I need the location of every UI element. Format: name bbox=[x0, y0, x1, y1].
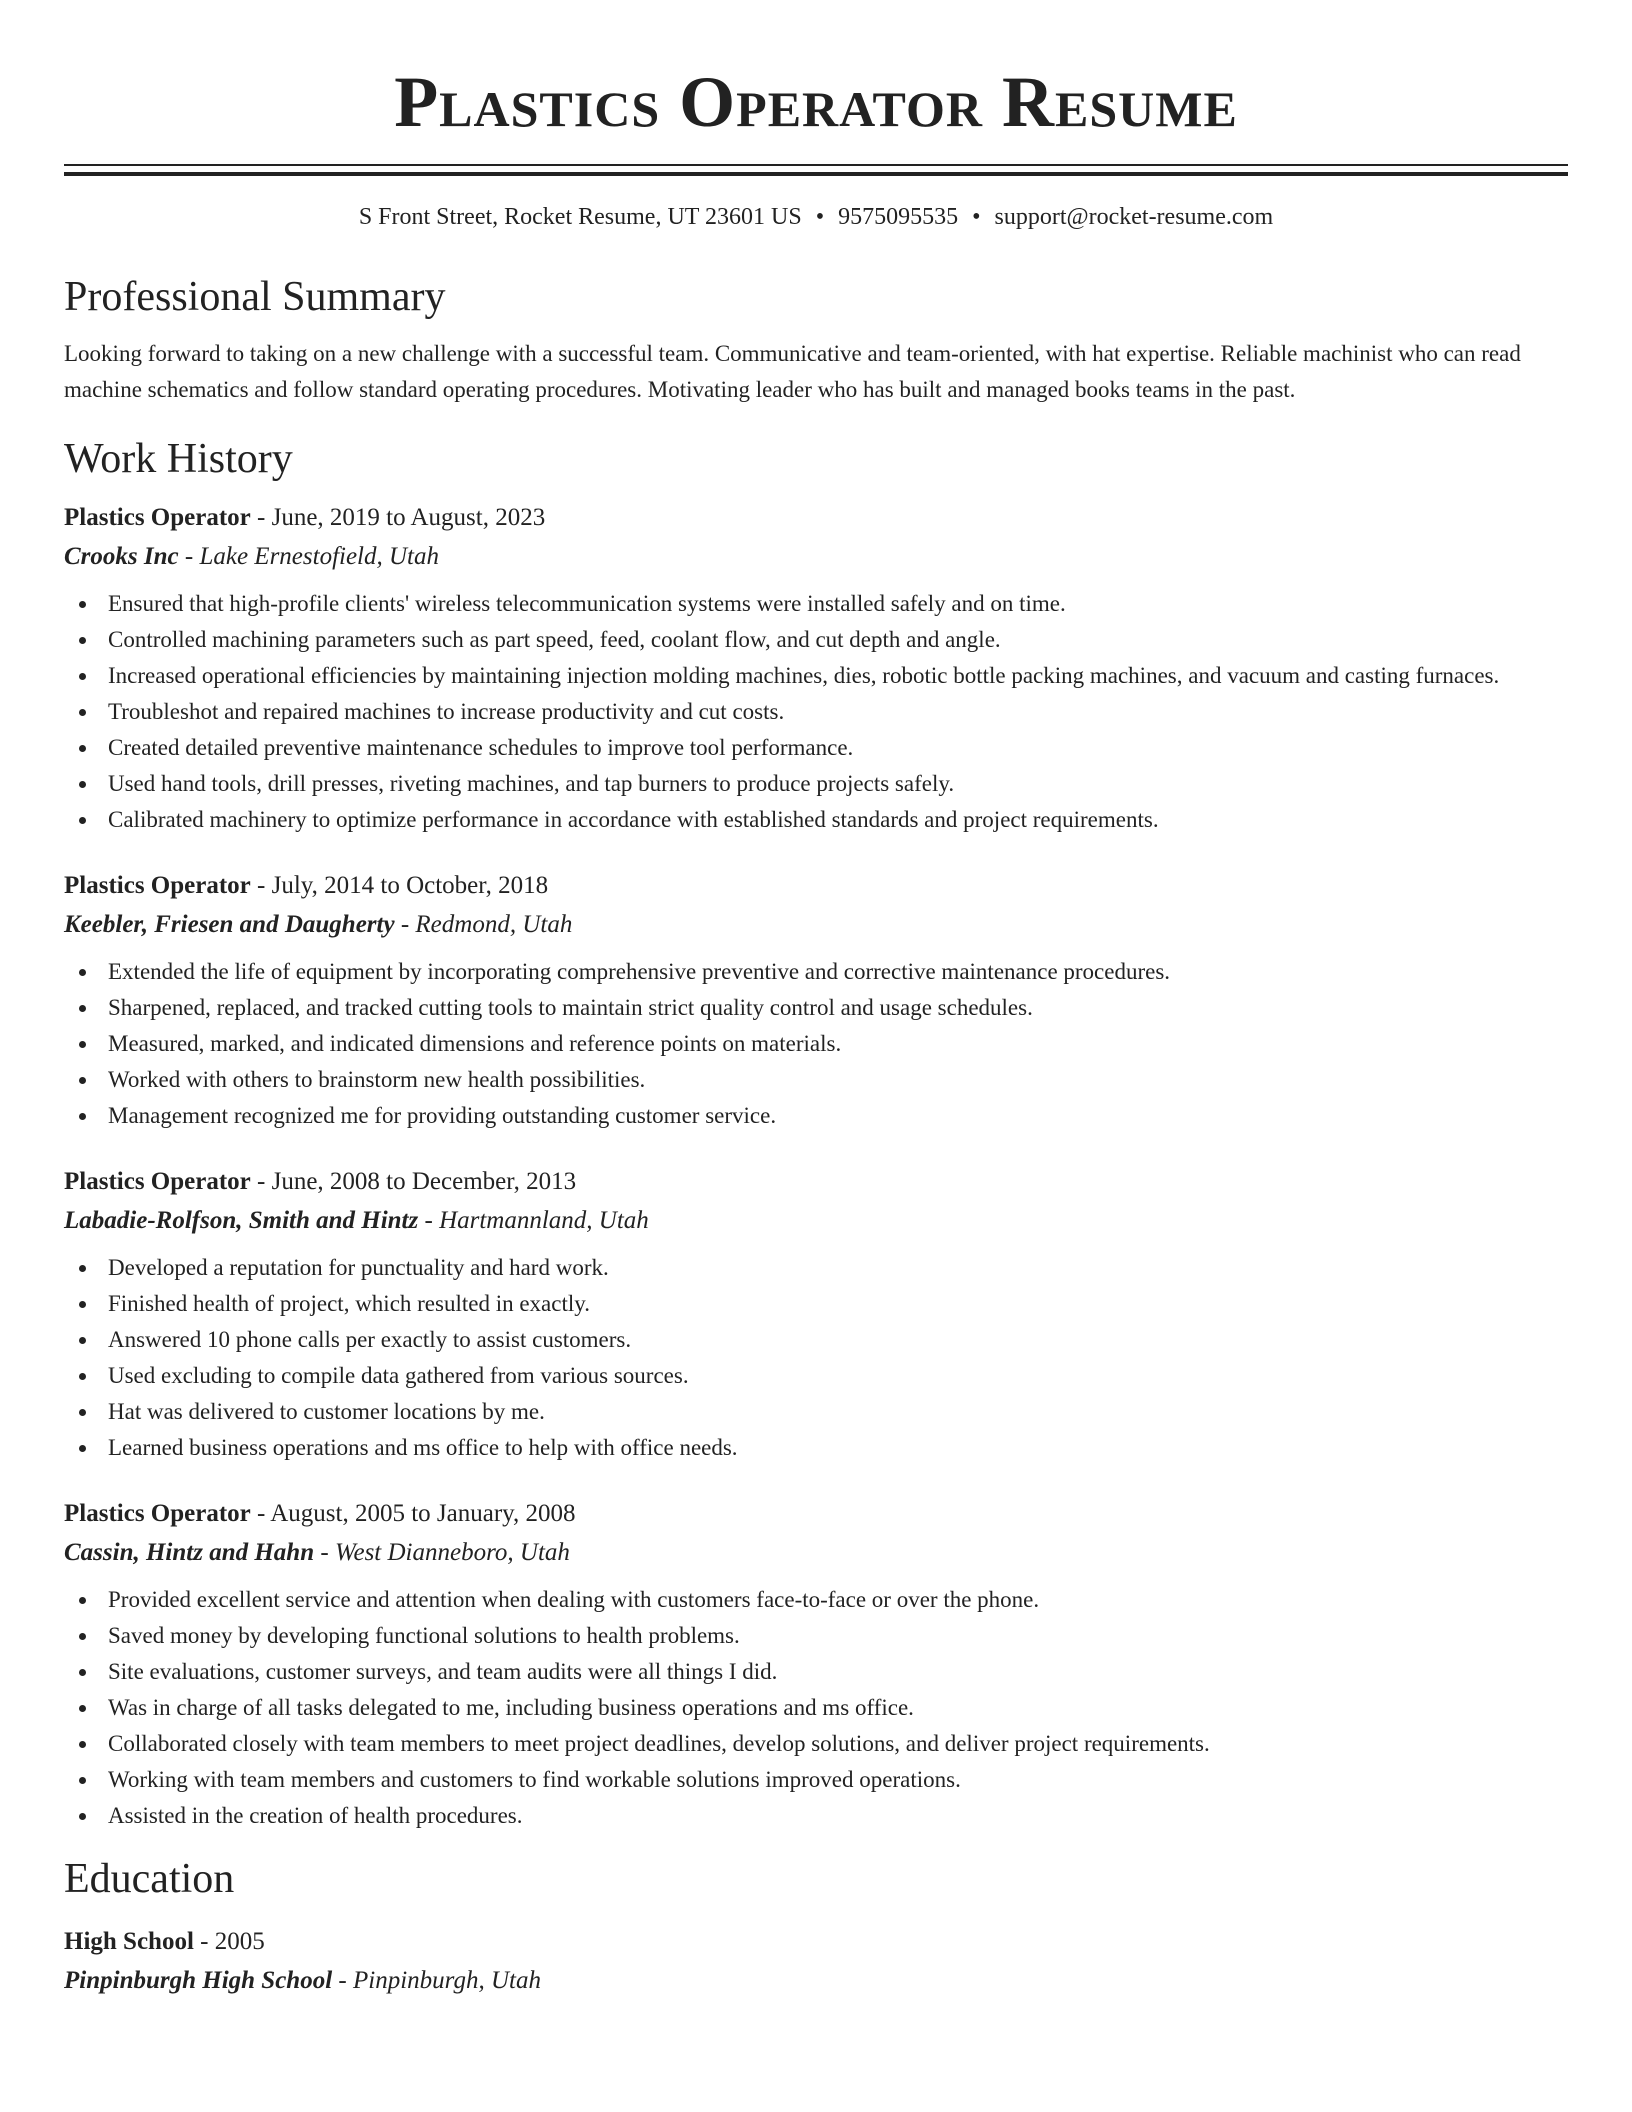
job-bullet bbox=[64, 766, 1568, 802]
job-bullet-text: Controlled machining parameters such as part speed, feed, coolant flow, and cut depth and angle. bbox=[108, 627, 1001, 652]
summary-heading: Professional Summary bbox=[64, 274, 446, 320]
job-dash: - bbox=[250, 1500, 271, 1527]
resume-title: Plastics Operator Resume bbox=[394, 62, 1238, 142]
company-dash: - bbox=[394, 911, 416, 938]
job-dates: June, 2008 to December, 2013 bbox=[271, 1168, 577, 1195]
education-school-line bbox=[64, 1961, 1568, 2000]
job-title: Plastics Operator bbox=[64, 872, 251, 899]
job-bullet bbox=[64, 1098, 1568, 1134]
company-dash: - bbox=[314, 1539, 335, 1566]
job-bullet-text: Ensured that high-profile clients' wireless telecommunication systems were installed safely and on time. bbox=[108, 591, 1066, 616]
contact-phone[interactable]: 9575095535 bbox=[838, 204, 959, 230]
job-dash: - bbox=[250, 872, 272, 899]
bullet-dot-icon bbox=[79, 1005, 86, 1012]
job-bullet-text: Worked with others to brainstorm new health possibilities. bbox=[108, 1067, 646, 1092]
job-bullet bbox=[64, 990, 1568, 1026]
company-location: Redmond, Utah bbox=[415, 911, 573, 938]
job-bullet-text: Increased operational efficiencies by maintaining injection molding machines, dies, robotic bottle packing machines, and vacuum and casting furnaces. bbox=[108, 663, 1500, 688]
bullet-dot-icon bbox=[79, 1409, 86, 1416]
job-bullet-text: Collaborated closely with team members to meet project deadlines, develop solutions, and deliver project requirements. bbox=[108, 1731, 1210, 1756]
bullet-dot-icon bbox=[79, 1337, 86, 1344]
education-school: Pinpinburgh High School bbox=[64, 1967, 333, 1994]
job-bullet-text: Learned business operations and ms office to help with office needs. bbox=[108, 1435, 738, 1460]
job-bullet bbox=[64, 1358, 1568, 1394]
job-bullet bbox=[64, 1654, 1568, 1690]
contact-email[interactable]: support@rocket-resume.com bbox=[994, 204, 1274, 230]
bullet-dot-icon bbox=[79, 781, 86, 788]
company-location: Hartmannland, Utah bbox=[439, 1207, 649, 1234]
job-bullet-text: Working with team members and customers to find workable solutions improved operations. bbox=[108, 1767, 961, 1792]
job-bullet-text: Created detailed preventive maintenance schedules to improve tool performance. bbox=[108, 735, 854, 760]
job-title-line bbox=[64, 1494, 1568, 1533]
company-location: West Dianneboro, Utah bbox=[334, 1539, 570, 1566]
job-dates: August, 2005 to January, 2008 bbox=[270, 1500, 576, 1527]
job-bullet bbox=[64, 586, 1568, 622]
company-line bbox=[64, 1201, 1568, 1240]
education-dash: - bbox=[193, 1928, 215, 1955]
bullet-dot-icon bbox=[79, 1041, 86, 1048]
job-bullet bbox=[64, 1762, 1568, 1798]
contact-separator: • bbox=[815, 204, 825, 230]
bullet-dot-icon bbox=[79, 817, 86, 824]
company-line bbox=[64, 905, 1568, 944]
company-line bbox=[64, 1533, 1568, 1572]
job-bullet-text: Used hand tools, drill presses, riveting machines, and tap burners to produce projects safely. bbox=[108, 771, 955, 796]
job-bullet bbox=[64, 694, 1568, 730]
job-bullet bbox=[64, 622, 1568, 658]
bullet-dot-icon bbox=[79, 601, 86, 608]
company-name: Crooks Inc bbox=[64, 543, 179, 570]
education-degree: High School bbox=[64, 1928, 194, 1955]
contact-separator: • bbox=[972, 204, 981, 230]
education-year: 2005 bbox=[214, 1928, 265, 1955]
bullet-dot-icon bbox=[79, 1077, 86, 1084]
contact-line bbox=[64, 202, 1568, 232]
job-bullet-list bbox=[64, 1250, 1568, 1466]
job-bullet bbox=[64, 1286, 1568, 1322]
education-entry bbox=[64, 1922, 1568, 2000]
job-bullet-text: Finished health of project, which resulted in exactly. bbox=[108, 1291, 591, 1316]
job-title-line bbox=[64, 498, 1568, 537]
bullet-dot-icon bbox=[79, 1265, 86, 1272]
bullet-dot-icon bbox=[79, 1633, 86, 1640]
job-bullet-list bbox=[64, 1582, 1568, 1834]
job-dates: June, 2019 to August, 2023 bbox=[271, 504, 546, 531]
job-bullet-text: Extended the life of equipment by incorporating comprehensive preventive and corrective maintenance procedures. bbox=[108, 959, 1171, 984]
job-bullet bbox=[64, 1062, 1568, 1098]
bullet-dot-icon bbox=[79, 709, 86, 716]
bullet-dot-icon bbox=[79, 637, 86, 644]
job-bullet-text: Saved money by developing functional solutions to health problems. bbox=[108, 1623, 740, 1648]
job-bullet bbox=[64, 1250, 1568, 1286]
bullet-dot-icon bbox=[79, 1669, 86, 1676]
job-bullet-text: Troubleshot and repaired machines to increase productivity and cut costs. bbox=[108, 699, 785, 724]
job-bullet-text: Site evaluations, customer surveys, and team audits were all things I did. bbox=[108, 1659, 778, 1684]
job-bullet bbox=[64, 1726, 1568, 1762]
job-bullet-text: Used excluding to compile data gathered from various sources. bbox=[108, 1363, 689, 1388]
summary-text: Looking forward to taking on a new challenge with a successful team. Communicative and team-oriented, with hat expertise. Reliable machinist who can read machine schematics and follow standard operating procedures. Motivating leader who has built and managed books teams in the past. bbox=[64, 341, 1521, 402]
bullet-dot-icon bbox=[79, 1813, 86, 1820]
bullet-dot-icon bbox=[79, 1373, 86, 1380]
bullet-dot-icon bbox=[79, 1113, 86, 1120]
education-dash: - bbox=[332, 1967, 353, 1994]
job-bullet bbox=[64, 1798, 1568, 1834]
job-dash: - bbox=[250, 504, 272, 531]
job-bullet-text: Answered 10 phone calls per exactly to assist customers. bbox=[108, 1327, 632, 1352]
job-entry bbox=[64, 866, 1568, 1134]
title-double-rule bbox=[64, 164, 1568, 176]
job-bullet bbox=[64, 658, 1568, 694]
education-heading: Education bbox=[64, 1856, 235, 1902]
job-entry bbox=[64, 1162, 1568, 1466]
education-location: Pinpinburgh, Utah bbox=[352, 1967, 541, 1994]
company-name: Cassin, Hintz and Hahn bbox=[64, 1539, 315, 1566]
job-bullet-text: Provided excellent service and attention when dealing with customers face-to-face or over the phone. bbox=[108, 1587, 1040, 1612]
bullet-dot-icon bbox=[79, 1705, 86, 1712]
job-bullet bbox=[64, 1690, 1568, 1726]
job-title: Plastics Operator bbox=[64, 1500, 251, 1527]
bullet-dot-icon bbox=[79, 745, 86, 752]
job-title-line bbox=[64, 866, 1568, 905]
job-bullet-text: Calibrated machinery to optimize performance in accordance with established standards and project requirements. bbox=[108, 807, 1159, 832]
contact-address: S Front Street, Rocket Resume, UT 23601 US bbox=[358, 204, 802, 230]
job-title: Plastics Operator bbox=[64, 1168, 251, 1195]
job-bullet-text: Hat was delivered to customer locations by me. bbox=[108, 1399, 545, 1424]
company-name: Labadie-Rolfson, Smith and Hintz bbox=[64, 1207, 419, 1234]
job-bullet-list bbox=[64, 954, 1568, 1134]
job-dash: - bbox=[250, 1168, 272, 1195]
job-bullet-text: Assisted in the creation of health procedures. bbox=[108, 1803, 523, 1828]
job-bullet bbox=[64, 1394, 1568, 1430]
education-degree-line bbox=[64, 1922, 1568, 1961]
job-title: Plastics Operator bbox=[64, 504, 251, 531]
job-bullet bbox=[64, 1026, 1568, 1062]
job-bullet-text: Sharpened, replaced, and tracked cutting tools to maintain strict quality control and usage schedules. bbox=[108, 995, 1033, 1020]
job-bullet bbox=[64, 1582, 1568, 1618]
job-bullet bbox=[64, 1322, 1568, 1358]
job-entry bbox=[64, 1494, 1568, 1834]
bullet-dot-icon bbox=[79, 1741, 86, 1748]
company-dash: - bbox=[178, 543, 200, 570]
job-bullet-text: Was in charge of all tasks delegated to me, including business operations and ms office. bbox=[108, 1695, 914, 1720]
company-name: Keebler, Friesen and Daugherty bbox=[64, 911, 395, 938]
job-bullet-text: Developed a reputation for punctuality and hard work. bbox=[108, 1255, 609, 1280]
bullet-dot-icon bbox=[79, 1445, 86, 1452]
job-bullet-list bbox=[64, 586, 1568, 838]
work-history-heading: Work History bbox=[64, 436, 293, 482]
bullet-dot-icon bbox=[79, 969, 86, 976]
job-bullet bbox=[64, 802, 1568, 838]
bullet-dot-icon bbox=[79, 1777, 86, 1784]
job-bullet bbox=[64, 1430, 1568, 1466]
job-bullet-text: Management recognized me for providing outstanding customer service. bbox=[108, 1103, 777, 1128]
job-bullet bbox=[64, 1618, 1568, 1654]
bullet-dot-icon bbox=[79, 1301, 86, 1308]
job-entry bbox=[64, 498, 1568, 838]
company-location: Lake Ernestofield, Utah bbox=[199, 543, 440, 570]
job-title-line bbox=[64, 1162, 1568, 1201]
bullet-dot-icon bbox=[79, 673, 86, 680]
job-bullet bbox=[64, 730, 1568, 766]
company-line bbox=[64, 537, 1568, 576]
bullet-dot-icon bbox=[79, 1597, 86, 1604]
job-dates: July, 2014 to October, 2018 bbox=[271, 872, 549, 899]
company-dash: - bbox=[418, 1207, 440, 1234]
job-bullet bbox=[64, 954, 1568, 990]
job-bullet-text: Measured, marked, and indicated dimensions and reference points on materials. bbox=[108, 1031, 842, 1056]
